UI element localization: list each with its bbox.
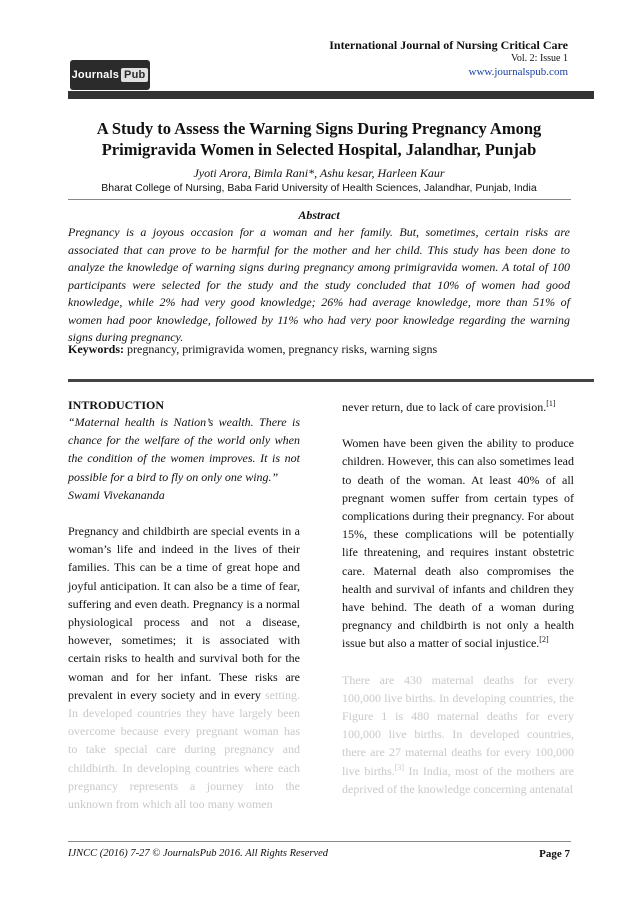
article-affiliation: Bharat College of Nursing, Baba Farid University of Health Sciences, Jalandhar, Punjab, India xyxy=(101,182,537,194)
article-title: A Study to Assess the Warning Signs During Pregnancy Among Primigravida Women in Selected Hospital, Jalandhar, Punjab xyxy=(96,119,542,160)
journal-url-link[interactable]: www.journalspub.com xyxy=(468,65,568,78)
citation-ref-1[interactable]: [1] xyxy=(546,399,556,408)
body-top-rule xyxy=(68,379,594,382)
logo-text-pub: Pub xyxy=(121,68,148,82)
abstract-top-rule xyxy=(68,199,571,200)
journal-meta xyxy=(329,38,568,79)
paragraph-maternal-death xyxy=(342,434,574,652)
paragraph-maternal-death-text: Women have been given the ability to produce children. However, this can also sometimes lead to death of the woman. At least 40% of all pregnant women suffer from certain types of complications during their pregnancy. For about 15%, these complications will be potentially life threatening, and requires instant obstetric care. Maternal death also compromises the health and survival of infants and children they have behind. The death of a woman during pregnancy and childbirth is not only a health issue but also a matter of social injustice. xyxy=(342,436,574,651)
keywords-label: Keywords: xyxy=(68,342,124,356)
journal-logo xyxy=(70,60,150,90)
keywords-text: pregnancy, primigravida women, pregnancy risks, warning signs xyxy=(127,342,438,356)
paragraph-statistics-faded xyxy=(342,671,574,798)
page-number: Page 7 xyxy=(539,848,570,860)
paragraph-care-provision xyxy=(342,398,574,416)
intro-paragraph xyxy=(68,522,300,813)
paragraph-care-provision-text: never return, due to lack of care provision. xyxy=(342,400,547,414)
footer-citation: IJNCC (2016) 7-27 © JournalsPub 2016. All Rights Reserved xyxy=(68,848,329,859)
paragraph-statistics-text: There are 430 maternal deaths for every 100,000 live births. In developing countries, the Figure 1 is 480 maternal deaths for every 100,000 live births. In developed countries, there are 27 maternal deaths for every 100,000 live births. xyxy=(342,672,574,778)
article-authors: Jyoti Arora, Bimla Rani*, Ashu kesar, Harleen Kaur xyxy=(193,166,445,180)
intro-paragraph-faded: setting. In developed countries they have largely been overcome because every pregnant woman has to take special care during pregnancy and childbirth. In developing countries where each pregnancy represents a journey into the unknown from which all too many women xyxy=(68,687,300,812)
right-column xyxy=(342,398,574,798)
footer-rule xyxy=(68,841,571,842)
epigraph-author: Swami Vivekananda xyxy=(68,487,165,502)
header-divider xyxy=(68,91,594,99)
left-column xyxy=(68,398,300,813)
logo-text: Journals xyxy=(71,69,120,81)
section-heading-introduction: INTRODUCTION xyxy=(68,398,165,412)
keywords xyxy=(68,342,570,357)
epigraph-quote: “Maternal health is Nation’s wealth. There is chance for the welfare of the world only when the condition of the women improves. It is not possible for a bird to fly on only one wing.” xyxy=(68,415,300,484)
citation-ref-3[interactable]: [3] xyxy=(394,762,405,772)
journal-volume: Vol. 2: Issue 1 xyxy=(510,53,568,64)
paragraph-india-text: In India, most of the mothers are deprived of the knowledge concerning antenatal xyxy=(342,763,574,796)
journal-name: International Journal of Nursing Critical Care xyxy=(329,38,568,52)
intro-paragraph-text: Pregnancy and childbirth are special events in a woman’s life and indeed in the lives of their families. This can be a time of great hope and joyful anticipation. It can also be a time of fear, suffering and even death. Pregnancy is a normal physiological process and not a disease, however, sometimes; it is associated with certain risks to health and survival both for the woman and for her infant. These risks are prevalent in every society and in every xyxy=(68,524,300,702)
abstract-heading: Abstract xyxy=(298,208,340,222)
abstract-text: Pregnancy is a joyous occasion for a woman and her family. But, sometimes, certain risks are associated that can prove to be harmful for the mother and her child. This study has been done to analyze the knowledge of warning signs during pregnancy among primigravida women. A total of 100 participants were selected for the study and the study concluded that 10% of women had good knowledge, while 2% had very good knowledge; 26% had average knowledge, more than 51% of women had poor knowledge, followed by 11% who had very poor knowledge regarding the warning signs during pregnancy. xyxy=(68,225,570,344)
citation-ref-2[interactable]: [2] xyxy=(539,635,549,645)
